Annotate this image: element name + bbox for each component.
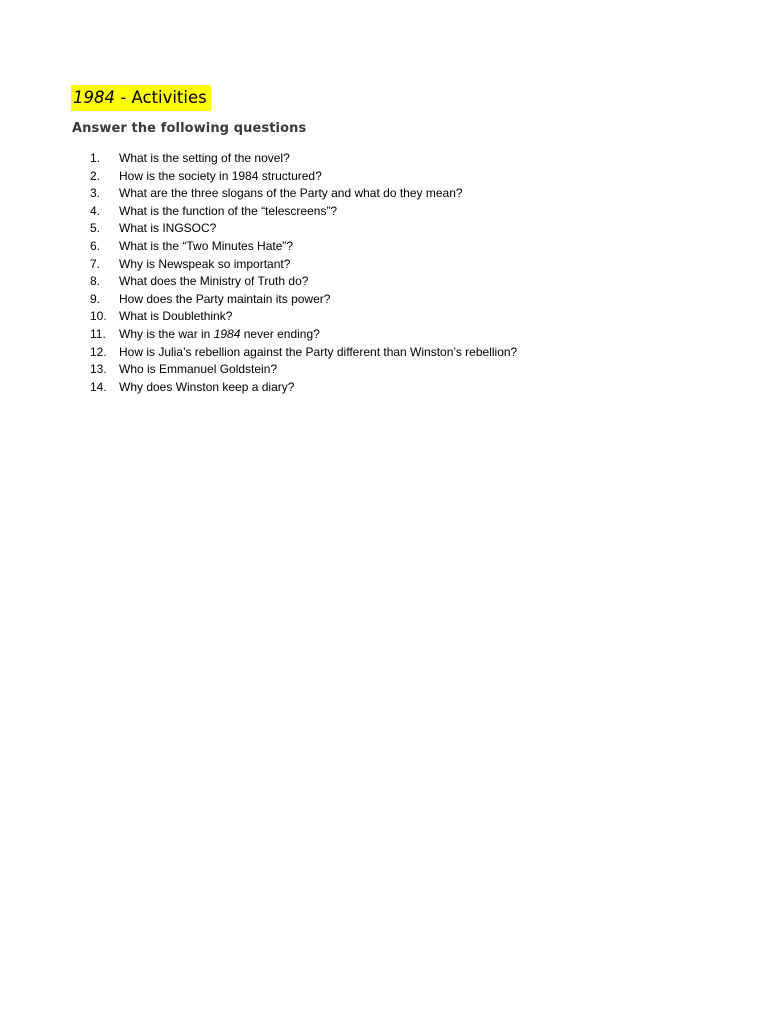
question-number: 6. [90, 238, 101, 253]
question-text: What does the Ministry of Truth do? [119, 274, 309, 289]
question-number: 3. [90, 186, 101, 201]
question-text: Why does Winston keep a diary? [119, 379, 295, 394]
questions-list [90, 150, 517, 396]
question-item [90, 379, 517, 397]
question-number: 7. [90, 256, 101, 271]
question-item [90, 185, 517, 203]
question-item [90, 273, 517, 291]
question-item [90, 203, 517, 221]
question-number: 12. [90, 344, 107, 359]
question-text: What is the “Two Minutes Hate”? [119, 238, 294, 253]
instructions-heading: Answer the following questions [72, 121, 307, 136]
question-text-end: never ending? [240, 326, 320, 341]
question-number: 4. [90, 203, 101, 218]
question-number: 1. [90, 151, 101, 165]
question-text: What is Doublethink? [119, 309, 233, 324]
question-text: How does the Party maintain its power? [119, 291, 331, 306]
question-text: Why is Newspeak so important? [119, 256, 291, 271]
question-number: 8. [90, 274, 101, 289]
question-text-start: Why is the war in [119, 326, 214, 341]
question-item [90, 168, 517, 186]
question-text [119, 326, 320, 344]
question-item [90, 291, 517, 309]
question-item [90, 308, 517, 326]
question-item [90, 220, 517, 238]
page-title [71, 85, 211, 111]
question-item [90, 326, 517, 344]
question-item [90, 238, 517, 256]
title-year: 1984 - [73, 88, 127, 107]
question-number: 9. [90, 291, 101, 306]
question-text: How is Julia’s rebellion against the Party different than Winston’s rebellion? [119, 344, 518, 359]
question-text: How is the society in 1984 structured? [119, 168, 322, 183]
question-item [90, 256, 517, 274]
question-number: 5. [90, 221, 101, 236]
question-text: Who is Emmanuel Goldstein? [119, 362, 278, 377]
question-item [90, 361, 517, 379]
question-number: 11. [90, 326, 106, 341]
question-text: What is INGSOC? [119, 221, 217, 236]
question-text: What is the setting of the novel? [119, 151, 290, 165]
question-number: 13. [90, 362, 107, 377]
question-text: What is the function of the “telescreens”? [119, 203, 338, 218]
book-title-italic: 1984 [213, 326, 241, 341]
question-item [90, 150, 517, 168]
question-item [90, 344, 517, 362]
question-text: What are the three slogans of the Party and what do they mean? [119, 186, 463, 201]
title-word: Activities [131, 88, 207, 107]
question-number: 2. [90, 168, 101, 183]
question-number: 14. [90, 379, 107, 394]
question-number: 10. [90, 309, 107, 324]
